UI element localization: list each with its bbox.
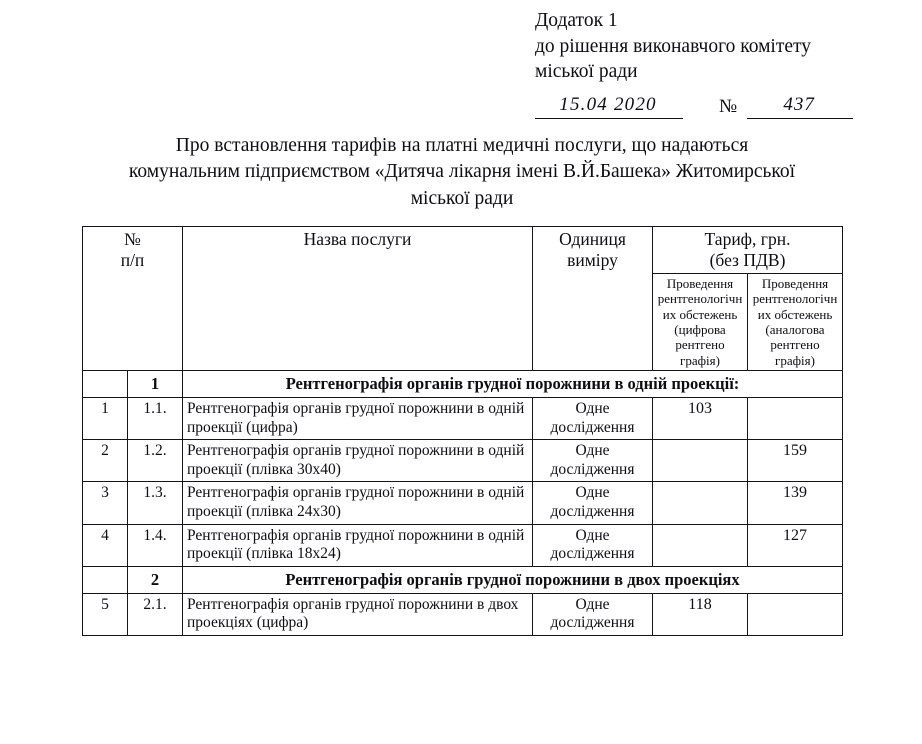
row-index: 2.1. [128, 593, 183, 635]
document-title [62, 133, 862, 212]
title-line-2: комунальним підприємством «Дитяча лікарня імені В.Й.Башека» Житомирської [128, 161, 796, 183]
row-price-digital: 103 [653, 397, 748, 439]
row-price-analog: 127 [748, 524, 843, 566]
row-index: 1.4. [128, 524, 183, 566]
section-title: Рентгенографія органів грудної порожнини в двох проекціях [183, 566, 843, 593]
header-line-council: міської ради [535, 61, 638, 83]
row-price-digital [653, 524, 748, 566]
row-price-analog [748, 397, 843, 439]
table-row [83, 524, 843, 566]
header-line-decision: до рішення виконавчого комітету [535, 35, 812, 57]
table-section-row [83, 566, 843, 593]
table-body [83, 370, 843, 635]
document-header [535, 8, 915, 119]
decision-date: 15.04 2020 [535, 92, 683, 119]
row-unit: Одне дослідження [533, 440, 653, 482]
row-number: 5 [83, 593, 128, 635]
section-index: 1 [128, 370, 183, 397]
table-header-row-main [83, 227, 843, 274]
row-unit: Одне дослідження [533, 482, 653, 524]
section-row-number [83, 566, 128, 593]
table-row [83, 482, 843, 524]
tariff-table [82, 226, 843, 636]
row-price-digital [653, 440, 748, 482]
table-row [83, 397, 843, 439]
column-header-unit [533, 227, 653, 371]
row-index: 1.1. [128, 397, 183, 439]
number-label: № [719, 96, 738, 118]
column-header-tariff-line1: Тариф, грн. [704, 229, 791, 249]
column-header-digital: Проведення рентгенологічн их обстежень (цифрова рентгено графія) [653, 274, 748, 371]
title-line-3: міської ради [410, 187, 514, 209]
column-header-number-line2: п/п [120, 250, 145, 270]
column-header-tariff [653, 227, 843, 274]
row-service-name: Рентгенографія органів грудної порожнини в одній проекції (плівка 18х24) [183, 524, 533, 566]
row-price-analog: 159 [748, 440, 843, 482]
row-price-digital: 118 [653, 593, 748, 635]
table-row [83, 593, 843, 635]
row-number: 4 [83, 524, 128, 566]
row-unit: Одне дослідження [533, 593, 653, 635]
column-header-service: Назва послуги [183, 227, 533, 371]
decision-number: 437 [747, 92, 853, 119]
section-index: 2 [128, 566, 183, 593]
row-price-digital [653, 482, 748, 524]
row-price-analog [748, 593, 843, 635]
row-service-name: Рентгенографія органів грудної порожнини в двох проекціях (цифра) [183, 593, 533, 635]
column-header-number-line1: № [124, 229, 141, 249]
row-price-analog: 139 [748, 482, 843, 524]
row-number: 3 [83, 482, 128, 524]
row-index: 1.2. [128, 440, 183, 482]
column-header-unit-line2: виміру [567, 250, 618, 270]
section-title: Рентгенографія органів грудної порожнини в одній проекції: [183, 370, 843, 397]
row-unit: Одне дослідження [533, 397, 653, 439]
column-header-tariff-line2: (без ПДВ) [709, 250, 786, 270]
row-number: 1 [83, 397, 128, 439]
column-header-analog: Проведення рентгенологічн их обстежень (аналогова рентгено графія) [748, 274, 843, 371]
row-number: 2 [83, 440, 128, 482]
row-service-name: Рентгенографія органів грудної порожнини в одній проекції (плівка 24х30) [183, 482, 533, 524]
header-date-number-row [535, 92, 915, 119]
row-service-name: Рентгенографія органів грудної порожнини в одній проекції (плівка 30х40) [183, 440, 533, 482]
column-header-unit-line1: Одиниця [559, 229, 626, 249]
row-service-name: Рентгенографія органів грудної порожнини в одній проекції (цифра) [183, 397, 533, 439]
row-index: 1.3. [128, 482, 183, 524]
table-section-row [83, 370, 843, 397]
section-row-number [83, 370, 128, 397]
title-line-1: Про встановлення тарифів на платні медичні послуги, що надаються [175, 135, 749, 156]
table-head [83, 227, 843, 371]
row-unit: Одне дослідження [533, 524, 653, 566]
table-row [83, 440, 843, 482]
column-header-number [83, 227, 183, 371]
header-line-attachment: Додаток 1 [535, 10, 618, 31]
